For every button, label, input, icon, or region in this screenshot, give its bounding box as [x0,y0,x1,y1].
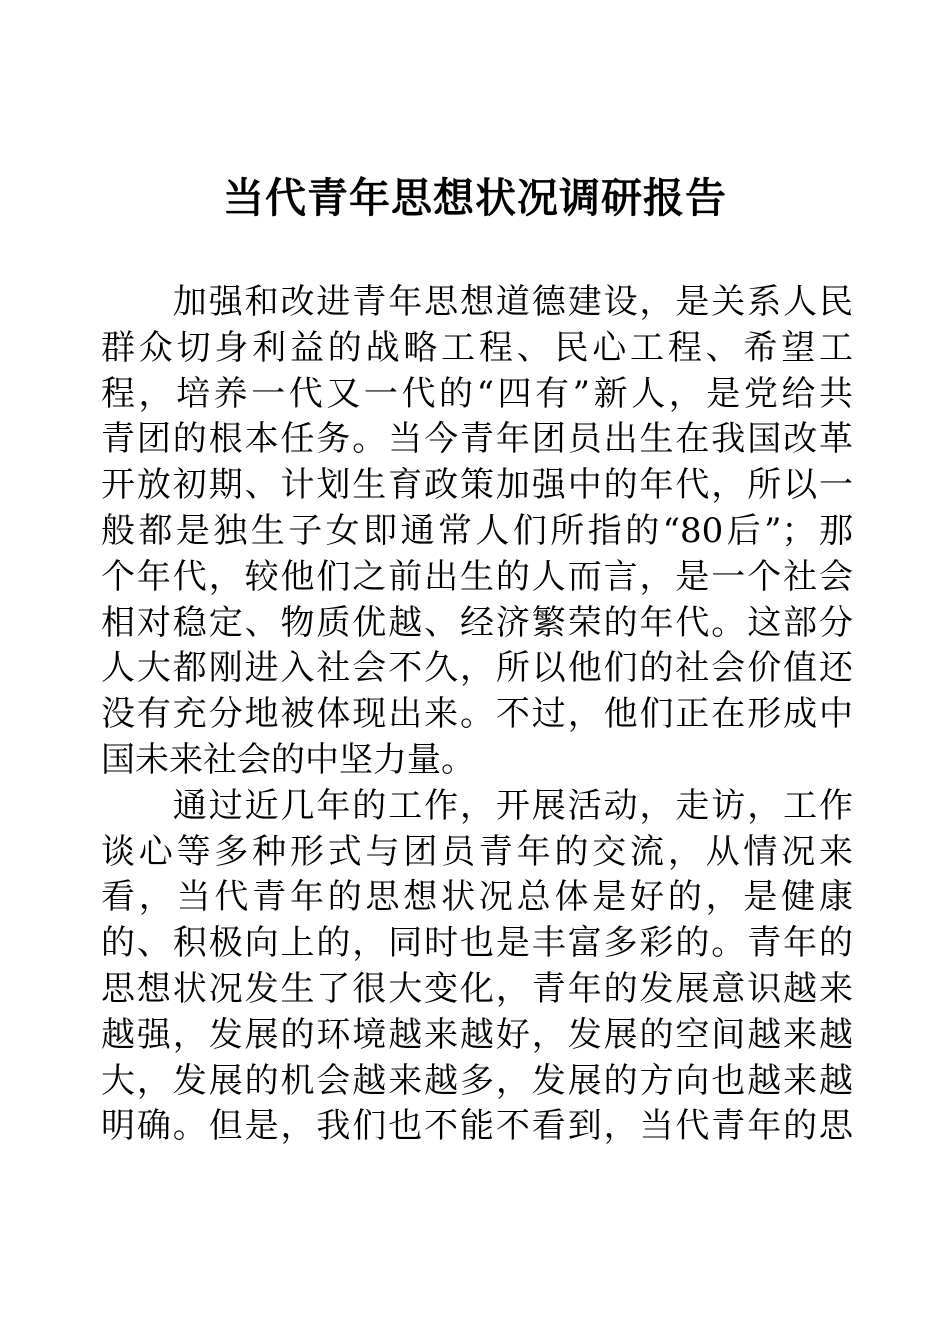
body-line: 越强，发展的环境越来越好，发展的空间越来越 [101,1014,853,1055]
document-body [101,280,853,1150]
body-line: 青团的根本任务。当今青年团员出生在我国改革 [101,419,853,460]
body-line: 加强和改进青年思想道德建设，是关系人民 [101,282,853,322]
body-line: 相对稳定、物质优越、经济繁荣的年代。这部分 [101,602,853,643]
body-line: 般都是独生子女即通常人们所指的“80后”；那 [101,510,853,551]
body-line: 通过近几年的工作，开展活动，走访，工作 [101,785,853,826]
body-line: 开放初期、计划生育政策加强中的年代，所以一 [101,465,853,506]
body-line: 明确。但是，我们也不能不看到，当代青年的思 [101,1106,853,1147]
document-title: 当代青年思想状况调研报告 [223,174,727,222]
body-line: 群众切身利益的战略工程、民心工程、希望工 [101,327,853,368]
body-line: 看，当代青年的思想状况总体是好的，是健康 [101,877,853,918]
body-line: 思想状况发生了很大变化，青年的发展意识越来 [101,968,853,1009]
body-line: 个年代，较他们之前出生的人而言，是一个社会 [101,556,853,597]
body-line: 人大都刚进入社会不久，所以他们的社会价值还 [101,648,853,689]
body-line: 程，培养一代又一代的“四有”新人，是党给共 [101,373,853,414]
body-line: 大，发展的机会越来越多，发展的方向也越来越 [101,1060,853,1101]
body-line: 谈心等多种形式与团员青年的交流，从情况来 [101,831,853,872]
body-line: 国未来社会的中坚力量。 [101,739,475,780]
body-line: 没有充分地被体现出来。不过，他们正在形成中 [101,694,853,735]
body-line: 的、积极向上的，同时也是丰富多彩的。青年的 [101,923,853,964]
